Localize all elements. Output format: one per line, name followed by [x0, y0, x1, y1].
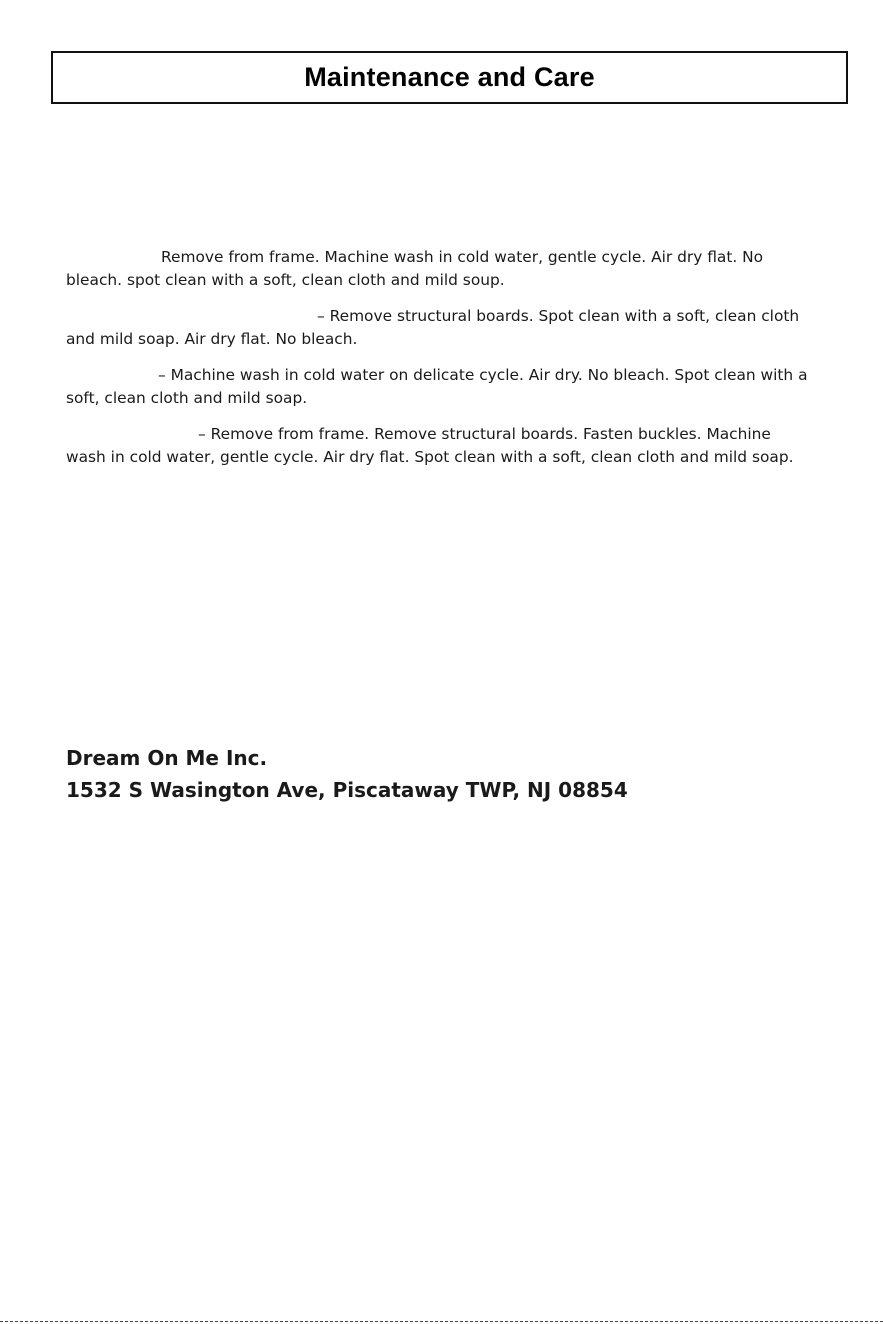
- care-instructions: [66, 246, 810, 482]
- page-title: Maintenance and Care: [304, 62, 595, 92]
- instruction-text: Machine wash in cold water on delicate cycle. Air dry. No bleach. Spot clean with a soft, clean cloth and mild soap.: [66, 366, 808, 407]
- care-instruction-1: [66, 246, 810, 292]
- company-name: Dream On Me Inc.: [66, 746, 268, 770]
- page-bottom-divider: [0, 1321, 883, 1322]
- title-box: [51, 51, 848, 104]
- care-instruction-3: [66, 364, 810, 410]
- care-instruction-4: [66, 423, 810, 469]
- company-block: [66, 742, 628, 806]
- instruction-dash: –: [158, 366, 166, 384]
- instruction-text: Remove from frame. Machine wash in cold water, gentle cycle. Air dry flat. No bleach. spot clean with a soft, clean cloth and mild soup.: [66, 248, 764, 289]
- instruction-text: Remove structural boards. Spot clean with a soft, clean cloth and mild soap. Air dry flat. No bleach.: [66, 307, 800, 348]
- instruction-text: Remove from frame. Remove structural boards. Fasten buckles. Machine wash in cold water, gentle cycle. Air dry flat. Spot clean with a soft, clean cloth and mild soap.: [66, 425, 794, 466]
- company-address: 1532 S Wasington Ave, Piscataway TWP, NJ 08854: [66, 778, 628, 802]
- instruction-dash: –: [198, 425, 206, 443]
- care-instruction-2: [66, 305, 810, 351]
- instruction-dash: –: [317, 307, 325, 325]
